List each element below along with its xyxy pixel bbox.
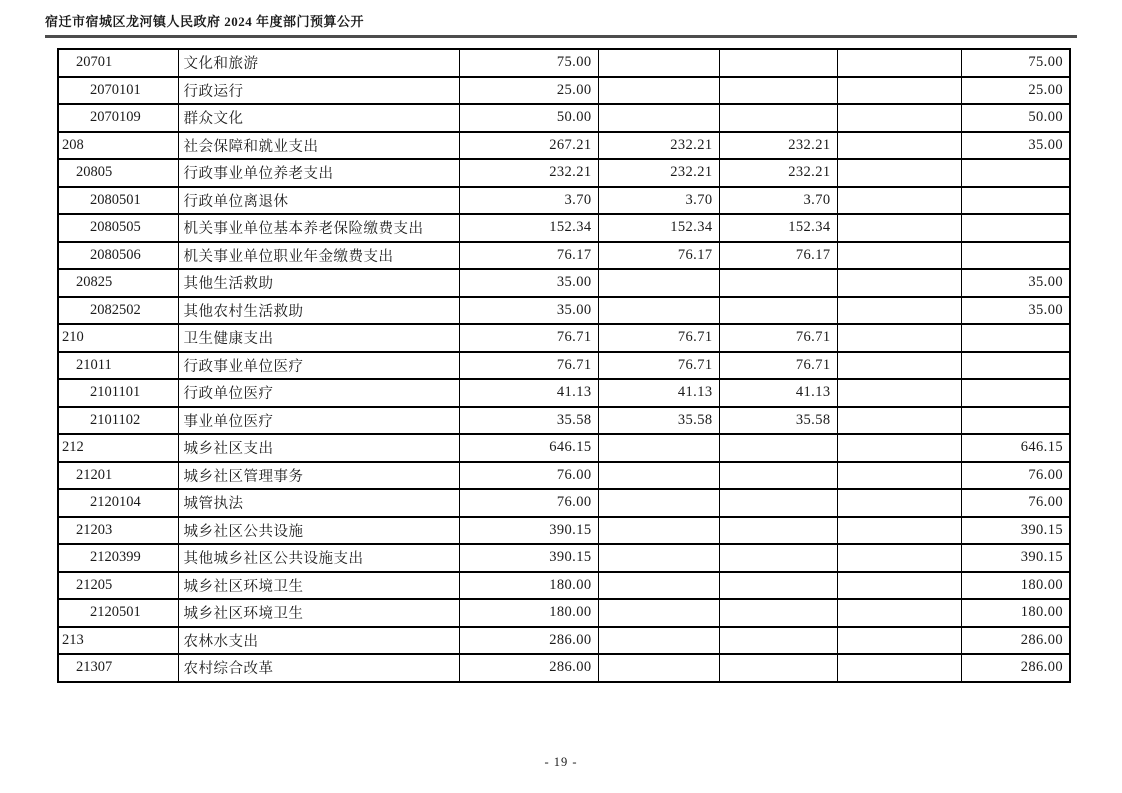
table-row bbox=[58, 489, 1070, 517]
value-cell: 180.00 bbox=[459, 599, 598, 627]
code-cell: 21205 bbox=[58, 572, 178, 600]
value-cell: 152.34 bbox=[719, 214, 837, 242]
value-cell: 76.00 bbox=[961, 462, 1070, 490]
value-cell: 76.71 bbox=[598, 352, 719, 380]
name-cell: 农村综合改革 bbox=[178, 654, 459, 682]
table-row bbox=[58, 77, 1070, 105]
table-row bbox=[58, 544, 1070, 572]
value-cell: 76.17 bbox=[459, 242, 598, 270]
value-cell bbox=[598, 572, 719, 600]
table-row bbox=[58, 324, 1070, 352]
value-cell bbox=[719, 49, 837, 77]
value-cell bbox=[719, 269, 837, 297]
value-cell bbox=[719, 599, 837, 627]
code-cell: 21203 bbox=[58, 517, 178, 545]
table-row bbox=[58, 242, 1070, 270]
value-cell: 286.00 bbox=[961, 627, 1070, 655]
page-number: - 19 - bbox=[544, 755, 578, 769]
value-cell: 76.71 bbox=[719, 352, 837, 380]
name-cell: 城管执法 bbox=[178, 489, 459, 517]
value-cell: 232.21 bbox=[459, 159, 598, 187]
name-cell: 其他生活救助 bbox=[178, 269, 459, 297]
value-cell bbox=[598, 599, 719, 627]
table-row bbox=[58, 269, 1070, 297]
value-cell bbox=[719, 297, 837, 325]
name-cell: 农林水支出 bbox=[178, 627, 459, 655]
code-cell: 2120501 bbox=[58, 599, 178, 627]
name-cell: 城乡社区环境卫生 bbox=[178, 599, 459, 627]
value-cell bbox=[961, 159, 1070, 187]
value-cell: 390.15 bbox=[459, 544, 598, 572]
table-row bbox=[58, 104, 1070, 132]
value-cell bbox=[598, 269, 719, 297]
value-cell bbox=[837, 187, 961, 215]
code-cell: 21201 bbox=[58, 462, 178, 490]
value-cell bbox=[719, 462, 837, 490]
value-cell bbox=[719, 517, 837, 545]
name-cell: 文化和旅游 bbox=[178, 49, 459, 77]
value-cell bbox=[961, 379, 1070, 407]
value-cell bbox=[837, 544, 961, 572]
value-cell: 267.21 bbox=[459, 132, 598, 160]
name-cell: 行政运行 bbox=[178, 77, 459, 105]
value-cell bbox=[837, 77, 961, 105]
table-row bbox=[58, 132, 1070, 160]
value-cell bbox=[598, 104, 719, 132]
value-cell bbox=[837, 599, 961, 627]
name-cell: 卫生健康支出 bbox=[178, 324, 459, 352]
value-cell: 76.71 bbox=[598, 324, 719, 352]
value-cell: 75.00 bbox=[961, 49, 1070, 77]
table-row bbox=[58, 654, 1070, 682]
code-cell: 213 bbox=[58, 627, 178, 655]
code-cell: 2080505 bbox=[58, 214, 178, 242]
value-cell: 25.00 bbox=[961, 77, 1070, 105]
table-row bbox=[58, 407, 1070, 435]
value-cell: 232.21 bbox=[598, 132, 719, 160]
code-cell: 21011 bbox=[58, 352, 178, 380]
value-cell: 41.13 bbox=[459, 379, 598, 407]
code-cell: 2070109 bbox=[58, 104, 178, 132]
value-cell: 390.15 bbox=[459, 517, 598, 545]
value-cell bbox=[719, 572, 837, 600]
value-cell bbox=[837, 407, 961, 435]
value-cell bbox=[719, 489, 837, 517]
value-cell: 286.00 bbox=[459, 627, 598, 655]
name-cell: 行政事业单位养老支出 bbox=[178, 159, 459, 187]
code-cell: 20825 bbox=[58, 269, 178, 297]
code-cell: 20701 bbox=[58, 49, 178, 77]
value-cell: 76.00 bbox=[459, 462, 598, 490]
value-cell: 152.34 bbox=[459, 214, 598, 242]
value-cell bbox=[837, 214, 961, 242]
value-cell bbox=[837, 654, 961, 682]
value-cell: 50.00 bbox=[961, 104, 1070, 132]
name-cell: 行政单位医疗 bbox=[178, 379, 459, 407]
value-cell: 286.00 bbox=[961, 654, 1070, 682]
code-cell: 208 bbox=[58, 132, 178, 160]
value-cell: 232.21 bbox=[598, 159, 719, 187]
value-cell bbox=[598, 77, 719, 105]
value-cell: 50.00 bbox=[459, 104, 598, 132]
name-cell: 群众文化 bbox=[178, 104, 459, 132]
value-cell bbox=[719, 654, 837, 682]
name-cell: 行政事业单位医疗 bbox=[178, 352, 459, 380]
table-row bbox=[58, 517, 1070, 545]
value-cell bbox=[719, 627, 837, 655]
value-cell: 152.34 bbox=[598, 214, 719, 242]
value-cell: 180.00 bbox=[459, 572, 598, 600]
value-cell bbox=[837, 489, 961, 517]
name-cell: 机关事业单位基本养老保险缴费支出 bbox=[178, 214, 459, 242]
table-row bbox=[58, 49, 1070, 77]
value-cell: 76.00 bbox=[459, 489, 598, 517]
code-cell: 2080506 bbox=[58, 242, 178, 270]
value-cell bbox=[837, 627, 961, 655]
value-cell: 41.13 bbox=[719, 379, 837, 407]
name-cell: 行政单位离退休 bbox=[178, 187, 459, 215]
name-cell: 城乡社区环境卫生 bbox=[178, 572, 459, 600]
value-cell bbox=[837, 462, 961, 490]
value-cell bbox=[837, 104, 961, 132]
table-row bbox=[58, 462, 1070, 490]
value-cell: 25.00 bbox=[459, 77, 598, 105]
table-row bbox=[58, 297, 1070, 325]
budget-table bbox=[57, 48, 1071, 683]
value-cell: 35.00 bbox=[961, 132, 1070, 160]
value-cell: 232.21 bbox=[719, 132, 837, 160]
name-cell: 事业单位医疗 bbox=[178, 407, 459, 435]
name-cell: 城乡社区公共设施 bbox=[178, 517, 459, 545]
value-cell bbox=[837, 324, 961, 352]
table-row bbox=[58, 627, 1070, 655]
value-cell: 180.00 bbox=[961, 599, 1070, 627]
code-cell: 2080501 bbox=[58, 187, 178, 215]
name-cell: 其他农村生活救助 bbox=[178, 297, 459, 325]
value-cell bbox=[961, 324, 1070, 352]
value-cell bbox=[961, 242, 1070, 270]
table-row bbox=[58, 187, 1070, 215]
value-cell: 76.17 bbox=[598, 242, 719, 270]
value-cell: 180.00 bbox=[961, 572, 1070, 600]
table-row bbox=[58, 214, 1070, 242]
value-cell bbox=[598, 544, 719, 572]
value-cell: 3.70 bbox=[598, 187, 719, 215]
value-cell bbox=[961, 407, 1070, 435]
code-cell: 212 bbox=[58, 434, 178, 462]
value-cell bbox=[961, 187, 1070, 215]
value-cell: 35.58 bbox=[459, 407, 598, 435]
value-cell: 76.71 bbox=[459, 324, 598, 352]
document-title: 宿迁市宿城区龙河镇人民政府 2024 年度部门预算公开 bbox=[45, 14, 365, 29]
code-cell: 2120104 bbox=[58, 489, 178, 517]
value-cell bbox=[598, 462, 719, 490]
value-cell: 232.21 bbox=[719, 159, 837, 187]
name-cell: 其他城乡社区公共设施支出 bbox=[178, 544, 459, 572]
value-cell: 390.15 bbox=[961, 544, 1070, 572]
name-cell: 社会保障和就业支出 bbox=[178, 132, 459, 160]
name-cell: 机关事业单位职业年金缴费支出 bbox=[178, 242, 459, 270]
code-cell: 2120399 bbox=[58, 544, 178, 572]
code-cell: 21307 bbox=[58, 654, 178, 682]
value-cell bbox=[598, 489, 719, 517]
value-cell bbox=[719, 104, 837, 132]
value-cell bbox=[837, 132, 961, 160]
value-cell bbox=[598, 654, 719, 682]
value-cell: 76.71 bbox=[459, 352, 598, 380]
value-cell: 41.13 bbox=[598, 379, 719, 407]
value-cell bbox=[837, 159, 961, 187]
value-cell: 35.00 bbox=[459, 297, 598, 325]
value-cell bbox=[837, 572, 961, 600]
value-cell bbox=[837, 434, 961, 462]
name-cell: 城乡社区管理事务 bbox=[178, 462, 459, 490]
value-cell bbox=[837, 379, 961, 407]
table-row bbox=[58, 572, 1070, 600]
value-cell bbox=[961, 214, 1070, 242]
table-row bbox=[58, 379, 1070, 407]
value-cell bbox=[837, 49, 961, 77]
value-cell bbox=[719, 77, 837, 105]
table-row bbox=[58, 599, 1070, 627]
value-cell: 75.00 bbox=[459, 49, 598, 77]
document-header bbox=[45, 11, 1077, 38]
value-cell bbox=[837, 517, 961, 545]
value-cell bbox=[598, 517, 719, 545]
value-cell bbox=[719, 434, 837, 462]
value-cell: 390.15 bbox=[961, 517, 1070, 545]
value-cell bbox=[837, 242, 961, 270]
value-cell bbox=[598, 434, 719, 462]
value-cell: 35.00 bbox=[961, 297, 1070, 325]
value-cell bbox=[598, 49, 719, 77]
value-cell: 76.00 bbox=[961, 489, 1070, 517]
value-cell: 35.00 bbox=[459, 269, 598, 297]
value-cell: 3.70 bbox=[719, 187, 837, 215]
value-cell: 76.17 bbox=[719, 242, 837, 270]
value-cell: 35.58 bbox=[719, 407, 837, 435]
code-cell: 210 bbox=[58, 324, 178, 352]
table-row bbox=[58, 352, 1070, 380]
name-cell: 城乡社区支出 bbox=[178, 434, 459, 462]
value-cell bbox=[961, 352, 1070, 380]
code-cell: 2070101 bbox=[58, 77, 178, 105]
value-cell bbox=[837, 269, 961, 297]
table-row bbox=[58, 159, 1070, 187]
value-cell bbox=[837, 297, 961, 325]
value-cell: 646.15 bbox=[459, 434, 598, 462]
value-cell: 76.71 bbox=[719, 324, 837, 352]
value-cell: 35.58 bbox=[598, 407, 719, 435]
value-cell bbox=[598, 627, 719, 655]
value-cell: 646.15 bbox=[961, 434, 1070, 462]
code-cell: 2082502 bbox=[58, 297, 178, 325]
value-cell bbox=[837, 352, 961, 380]
code-cell: 2101101 bbox=[58, 379, 178, 407]
value-cell bbox=[719, 544, 837, 572]
value-cell: 35.00 bbox=[961, 269, 1070, 297]
value-cell: 3.70 bbox=[459, 187, 598, 215]
value-cell bbox=[598, 297, 719, 325]
code-cell: 2101102 bbox=[58, 407, 178, 435]
code-cell: 20805 bbox=[58, 159, 178, 187]
budget-table-body bbox=[58, 49, 1070, 682]
table-row bbox=[58, 434, 1070, 462]
value-cell: 286.00 bbox=[459, 654, 598, 682]
